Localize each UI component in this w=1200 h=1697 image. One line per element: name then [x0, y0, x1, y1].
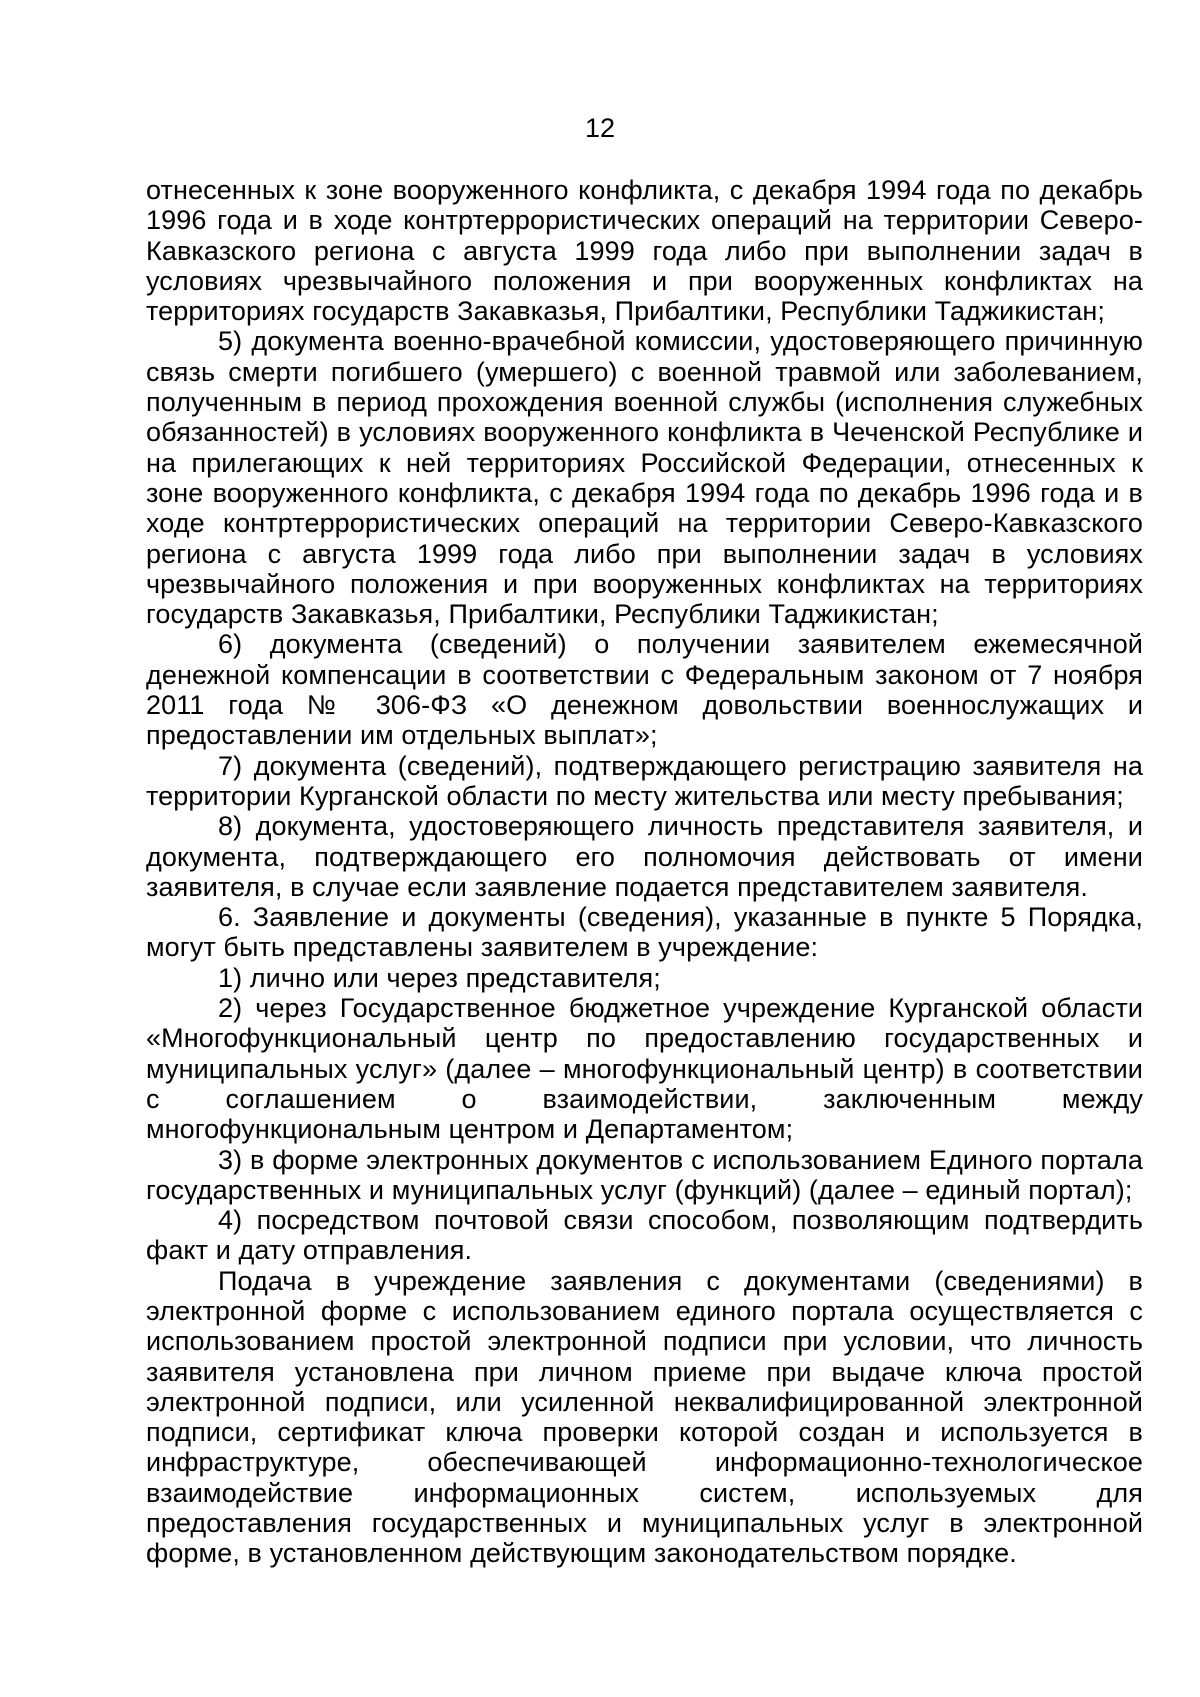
- paragraph-electronic-submission: Подача в учреждение заявления с документами (сведениями) в электронной форме с использованием единого портала осуществляется с использованием простой электронной подписи при условии, что личность заявителя установлена при личном приеме при выдаче ключа простой электронной подписи, или усиленной неквалифицированной электронной подписи, сертификат ключа проверки которой создан и используется в инфраструктуре, обеспечивающей информационно-технологическое взаимодействие информационных систем, используемых для предоставления государственных и муниципальных услуг в электронной форме, в установленном действующим законодательством порядке.: [146, 1265, 1143, 1569]
- paragraph-item-7: 7) документа (сведений), подтверждающего регистрацию заявителя на территории Курганской области по месту жительства или месту пребывания;: [146, 750, 1143, 811]
- paragraph-item-8: 8) документа, удостоверяющего личность представителя заявителя, и документа, подтверждающего его полномочия действовать от имени заявителя, в случае если заявление подается представителем заявителя.: [146, 811, 1143, 902]
- paragraph-option-3: 3) в форме электронных документов с использованием Единого портала государственных и муниципальных услуг (функций) (далее – единый портал);: [146, 1144, 1143, 1205]
- paragraph-continuation: отнесенных к зоне вооруженного конфликта, с декабря 1994 года по декабрь 1996 года и в ходе контртеррористических операций на территории Северо-Кавказского региона с августа 1999 года либо при выполнении задач в условиях чрезвычайного положения и при вооруженных конфликтах на территориях государств Закавказья, Прибалтики, Республики Таджикистан;: [146, 175, 1143, 327]
- paragraph-section-6: 6. Заявление и документы (сведения), указанные в пункте 5 Порядка, могут быть представлены заявителем в учреждение:: [146, 902, 1143, 963]
- paragraph-option-2: 2) через Государственное бюджетное учреждение Курганской области «Многофункциональный центр по предоставлению государственных и муниципальных услуг» (далее – многофункциональный центр) в соответствии с соглашением о взаимодействии, заключенным между многофункциональным центром и Департаментом;: [146, 993, 1143, 1145]
- paragraph-item-5: 5) документа военно-врачебной комиссии, удостоверяющего причинную связь смерти погибшего (умершего) с военной травмой или заболеванием, полученным в период прохождения военной службы (исполнения служебных обязанностей) в условиях вооруженного конфликта в Чеченской Республике и на прилегающих к ней территориях Российской Федерации, отнесенных к зоне вооруженного конфликта, с декабря 1994 года по декабрь 1996 года и в ходе контртеррористических операций на территории Северо-Кавказского региона с августа 1999 года либо при выполнении задач в условиях чрезвычайного положения и при вооруженных конфликтах на территориях государств Закавказья, Прибалтики, Республики Таджикистан;: [146, 326, 1143, 630]
- page-number: 12: [584, 113, 616, 143]
- document-body: [146, 175, 1143, 1569]
- paragraph-item-6: 6) документа (сведений) о получении заявителем ежемесячной денежной компенсации в соответствии с Федеральным законом от 7 ноября 2011 года № 306-ФЗ «О денежном довольствии военнослужащих и предоставлении им отдельных выплат»;: [146, 629, 1143, 751]
- paragraph-option-1: 1) лично или через представителя;: [218, 962, 661, 993]
- paragraph-option-4: 4) посредством почтовой связи способом, позволяющим подтвердить факт и дату отправления.: [146, 1205, 1143, 1266]
